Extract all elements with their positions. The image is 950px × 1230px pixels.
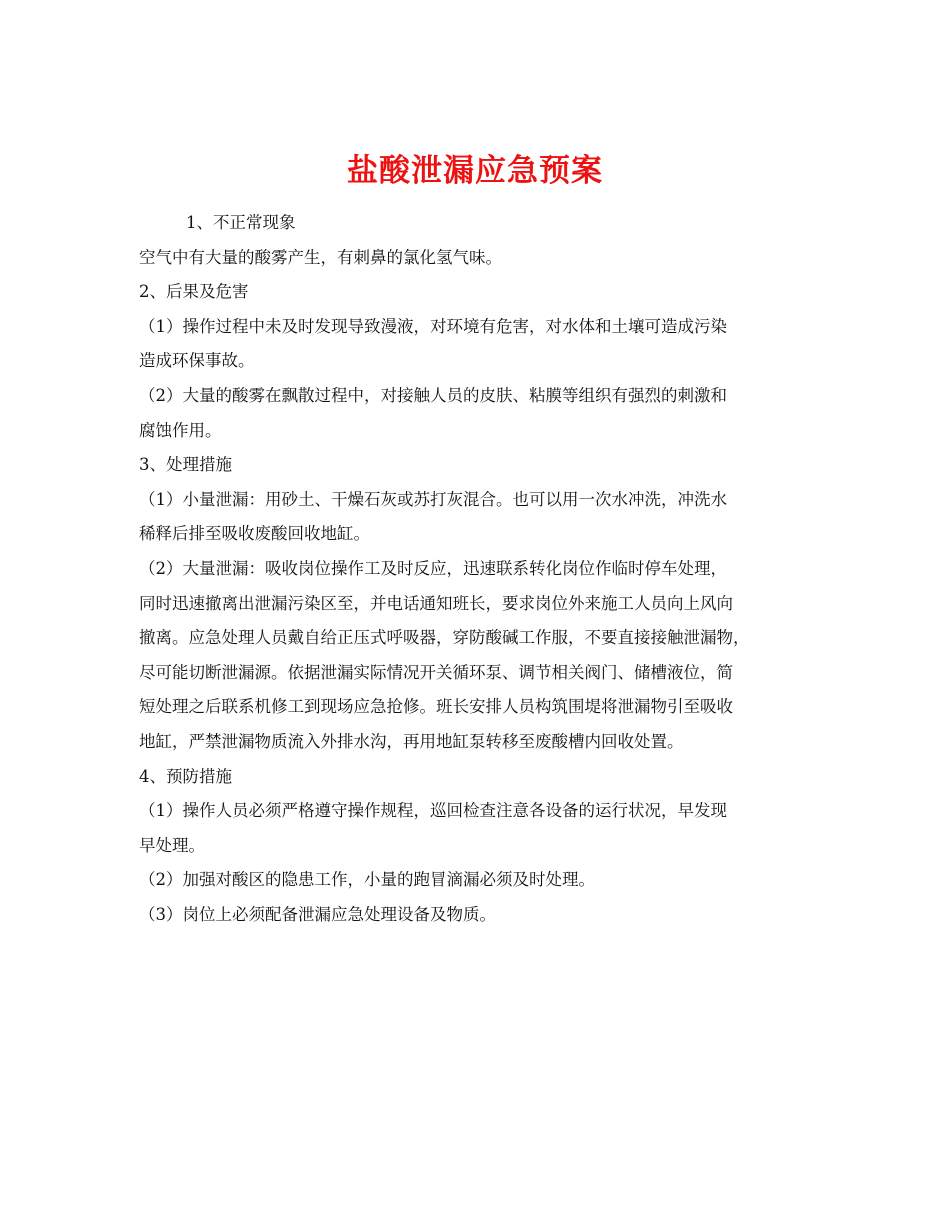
paragraph-line: 造成环保事故。 [139,351,255,371]
paragraph-line: 同时迅速撤离出泄漏污染区至，并电话通知班长，要求岗位外来施工人员向上风向 [139,593,733,613]
paragraph-line: （2）大量泄漏：吸收岗位操作工及时反应，迅速联系转化岗位作临时停车处理， [139,558,727,578]
paragraph-line: （2）加强对酸区的隐患工作，小量的跑冒滴漏必须及时处理。 [139,870,595,890]
section-heading-abnormal: 1、不正常现象 [186,213,296,232]
document-title: 盐酸泄漏应急预案 [347,152,603,189]
paragraph-line: （1）操作过程中未及时发现导致漫液，对环境有危害，对水体和土壤可造成污染 [139,316,727,336]
paragraph-line: 短处理之后联系机修工到现场应急抢修。班长安排人员构筑围堤将泄漏物引至吸收 [139,697,733,717]
section-heading-consequences: 2、后果及危害 [139,282,249,302]
paragraph-line: 地缸，严禁泄漏物质流入外排水沟，再用地缸泵转移至废酸槽内回收处置。 [139,731,684,751]
paragraph-line: （2）大量的酸雾在飘散过程中，对接触人员的皮肤、粘膜等组织有强烈的刺激和 [139,385,727,405]
paragraph-line: （1）小量泄漏：用砂土、干燥石灰或苏打灰混合。也可以用一次水冲洗，冲洗水 [139,489,727,509]
section-heading-prevention: 4、预防措施 [139,766,232,786]
paragraph-line: 稀释后排至吸收废酸回收地缸。 [139,524,370,544]
paragraph-line: （1）操作人员必须严格遵守操作规程，巡回检查注意各设备的运行状况，早发现 [139,801,727,821]
section-heading-measures: 3、处理措施 [139,455,232,475]
document-body [139,206,819,932]
paragraph-line: 撤离。应急处理人员戴自给正压式呼吸器，穿防酸碱工作服，不要直接接触泄漏物， [139,628,750,648]
paragraph-line: （3）岗位上必须配备泄漏应急处理设备及物质。 [139,904,496,924]
paragraph-line: 空气中有大量的酸雾产生，有刺鼻的氯化氢气味。 [139,247,502,267]
paragraph-line: 尽可能切断泄漏源。依据泄漏实际情况开关循环泵、调节相关阀门、储槽液位，简 [139,662,733,682]
paragraph-line: 腐蚀作用。 [139,420,222,440]
paragraph-line: 早处理。 [139,835,205,855]
